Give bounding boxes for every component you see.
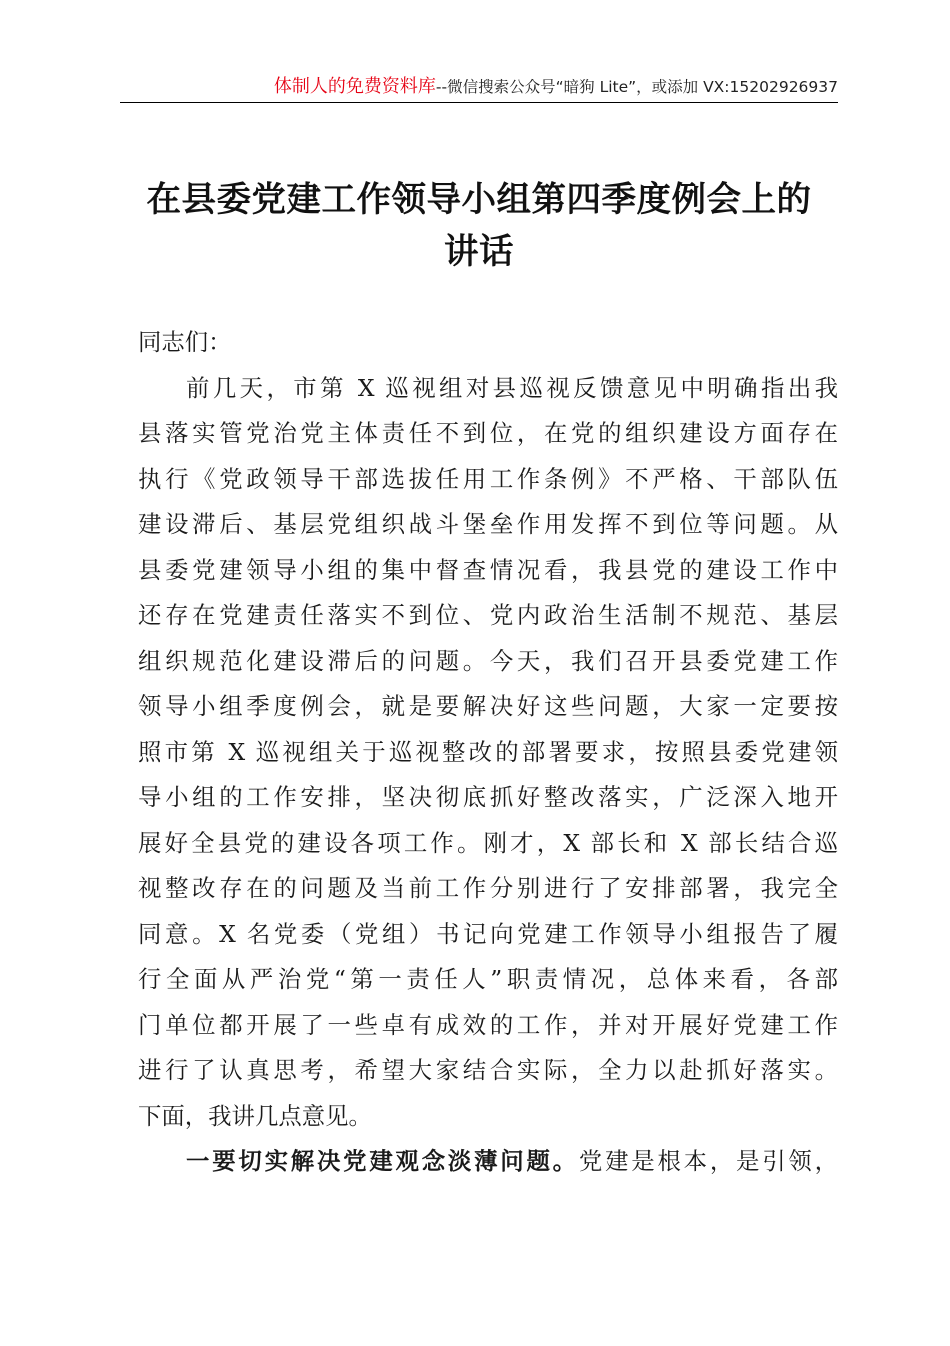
paragraph-line: 组织规范化建设滞后的问题。今天，我们召开县委党建工作	[138, 646, 838, 675]
document-title	[120, 174, 838, 278]
paragraph-line: 同意。X 名党委（党组）书记向党建工作领导小组报告了履	[138, 919, 838, 948]
header-brand: 体制人的免费资料库	[273, 76, 436, 97]
paragraph-line: 执行《党政领导干部选拔任用工作条例》不严格、干部队伍	[138, 464, 838, 493]
salutation: 同志们：	[138, 328, 232, 356]
title-line-1: 在县委党建工作领导小组第四季度例会上的	[146, 180, 812, 220]
section-1-text: 党建是根本，是引领，	[578, 1147, 839, 1175]
paragraph-line: 县落实管党治党主体责任不到位，在党的组织建设方面存在	[138, 419, 838, 447]
paragraph-line: 导小组的工作安排，坚决彻底抓好整改落实，广泛深入地开	[138, 783, 838, 811]
paragraph-line: 视整改存在的问题及当前工作分别进行了安排部署，我完全	[138, 874, 838, 902]
section-1-line	[138, 1139, 838, 1185]
paragraph-line: 县委党建领导小组的集中督查情况看，我县党的建设工作中	[138, 555, 838, 584]
header-contact: --微信搜索公众号“暗狗 Lite”，或添加 VX:15202926937	[435, 78, 838, 96]
document-body	[138, 320, 838, 1185]
page-header	[120, 74, 838, 103]
paragraph-line: 下面，我讲几点意见。	[138, 1101, 372, 1130]
paragraph-line: 展好全县党的建设各项工作。刚才，X 部长和 X 部长结合巡	[138, 828, 838, 857]
paragraph-line: 领导小组季度例会，就是要解决好这些问题，大家一定要按	[138, 692, 838, 720]
paragraph-line: 还存在党建责任落实不到位、党内政治生活制不规范、基层	[138, 601, 838, 629]
paragraph-line: 前几天，市第 X 巡视组对县巡视反馈意见中明确指出我	[186, 373, 838, 402]
paragraph-line: 建设滞后、基层党组织战斗堡垒作用发挥不到位等问题。从	[138, 510, 838, 538]
section-1-heading: 一要切实解决党建观念淡薄问题。	[186, 1147, 579, 1175]
paragraph-line: 门单位都开展了一些卓有成效的工作，并对开展好党建工作	[138, 1010, 838, 1039]
paragraph-line: 进行了认真思考，希望大家结合实际，全力以赴抓好落实。	[138, 1056, 838, 1084]
paragraph-line: 行全面从严治党“第一责任人”职责情况，总体来看，各部	[138, 965, 838, 993]
paragraph-line: 照市第 X 巡视组关于巡视整改的部署要求，按照县委党建领	[138, 737, 838, 766]
title-line-2: 讲话	[444, 232, 514, 272]
